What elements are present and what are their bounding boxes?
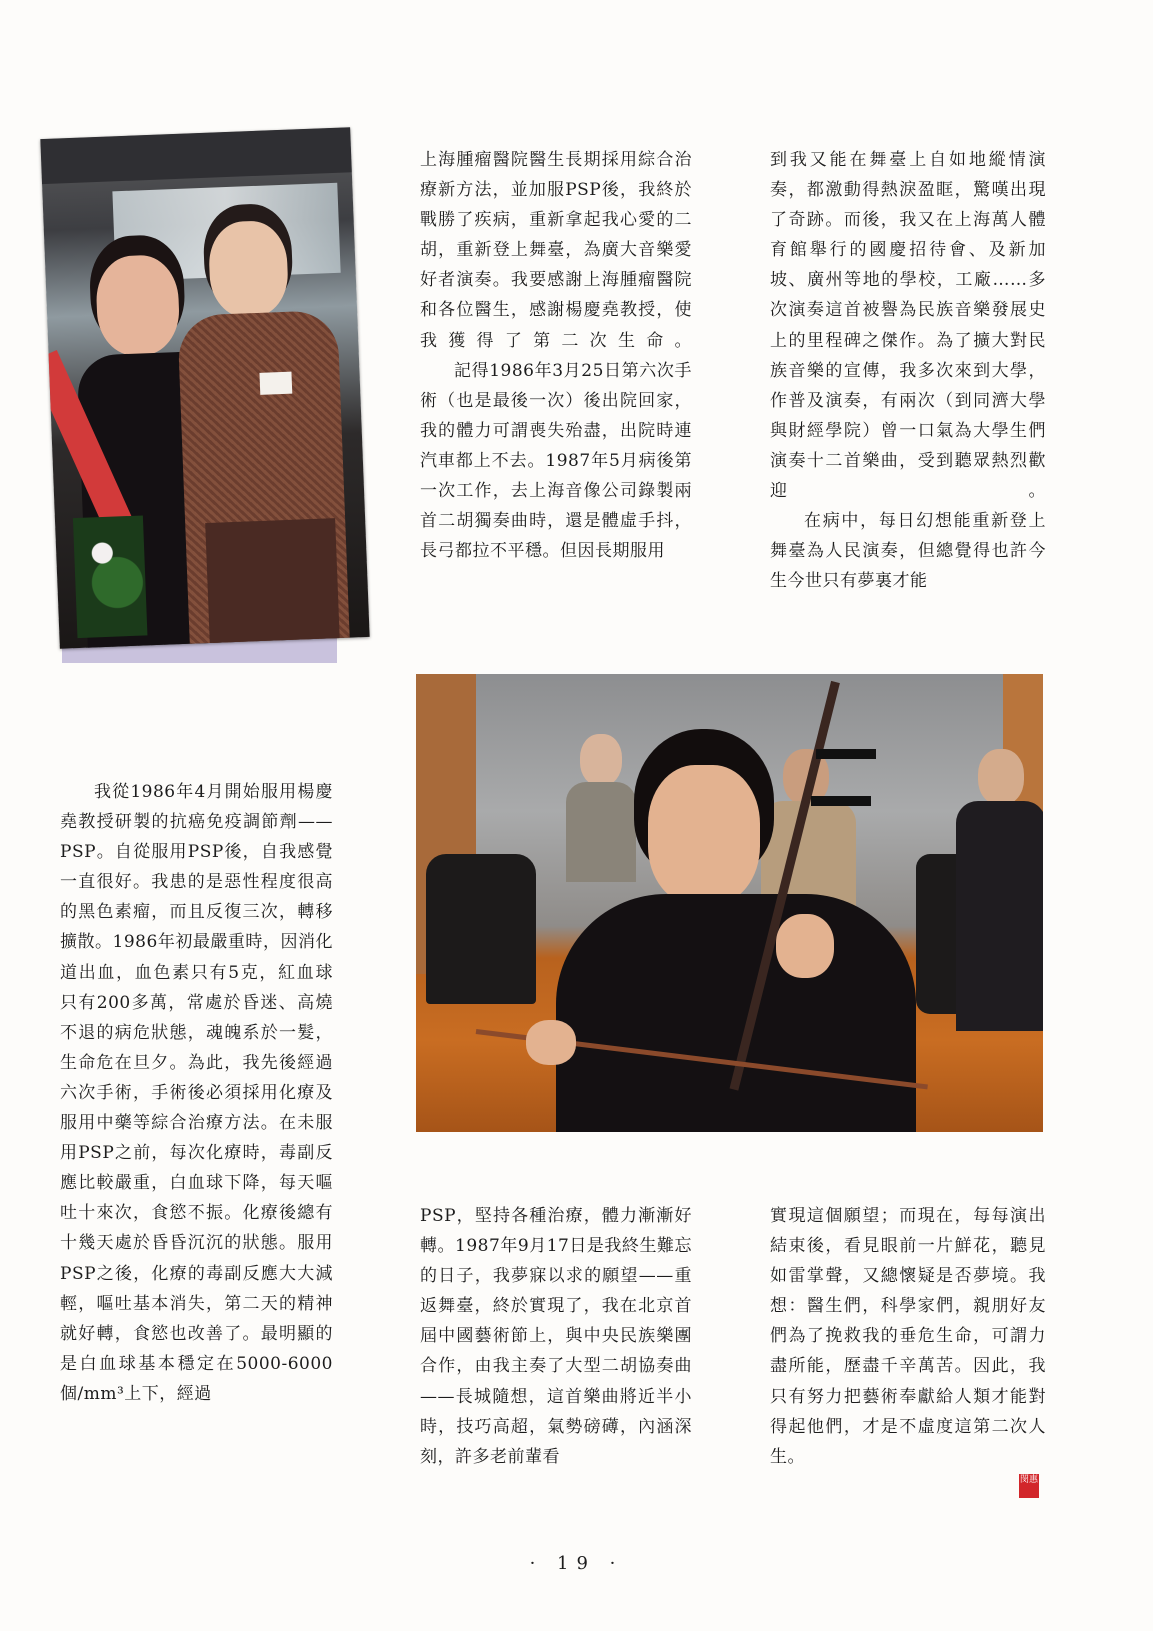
erhu-tuning-peg [816, 749, 876, 759]
text-column-right-top [770, 145, 1046, 625]
photo-audience-member [956, 749, 1043, 1029]
text-column-left-bottom [60, 777, 333, 1512]
paragraph: 在病中，每日幻想能重新登上舞臺為人民演奏，但總覺得也許今生今世只有夢裏才能 [770, 511, 1046, 592]
player-face [648, 765, 760, 905]
paragraph: 實現這個願望；而現在，每每演出結束後，看見眼前一片鮮花，聽見如雷掌聲，又總懷疑是否夢境。我想：醫生們，科學家們，親朋好友們為了挽救我的垂危生命，可謂力盡所能，歷盡千辛萬苦。因此，我只有努力把藝術奉獻給人類才能對得起他們，才是不虛度這第二次人生。 [770, 1206, 1046, 1467]
name-badge [259, 372, 292, 395]
text-column-middle-top [420, 145, 692, 625]
paragraph: 上海腫瘤醫院醫生長期採用綜合治療新方法，並加服PSP後，我終於戰勝了疾病，重新拿起我心愛的二胡，重新登上舞臺，為廣大音樂愛好者演奏。我要感謝上海腫瘤醫院和各位醫生，感謝楊慶堯教授，使我獲得了第二次生命。 [420, 150, 692, 351]
woman-right-skirt [205, 518, 340, 649]
flower-bouquet [73, 515, 148, 638]
erhu-tuning-peg [811, 796, 871, 806]
text-column-middle-bottom [420, 1201, 692, 1501]
text-column-right-bottom [770, 1201, 1046, 1501]
photo-erhu-performance [416, 674, 1043, 1132]
player-hand [526, 1020, 576, 1065]
paragraph: 我從1986年4月開始服用楊慶堯教授研製的抗癌免疫調節劑——PSP。自從服用PSP後，自我感覺一直很好。我患的是惡性程度很高的黑色素瘤，而且反復三次，轉移擴散。1986年初最嚴重時，因消化道出血，血色素只有5克，紅血球只有200多萬，常處於昏迷、高燒不退的病危狀態，魂魄系於一髮，生命危在旦夕。為此，我先後經過六次手術，手術後必須採用化療及服用中藥等綜合治療方法。在未服用PSP之前，每次化療時，毒副反應比較嚴重，白血球下降，每天嘔吐十來次，食慾不振。化療後總有十幾天處於昏昏沉沉的狀態。服用PSP之後，化療的毒副反應大大減輕，嘔吐基本消失，第二天的精神就好轉，食慾也改善了。最明顯的是白血球基本穩定在5000-6000個/mm³上下，經過 [60, 782, 333, 1404]
player-body [556, 894, 916, 1132]
woman-right-head [208, 220, 290, 319]
paragraph: 記得1986年3月25日第六次手術（也是最後一次）後出院回家，我的體力可謂喪失殆盡，出院時連汽車都上不去。1987年5月病後第一次工作，去上海音像公司錄製兩首二胡獨奏曲時，還是體虛手抖，長弓都拉不平穩。但因長期服用 [420, 360, 692, 562]
paragraph: PSP，堅持各種治療，體力漸漸好轉。1987年9月17日是我終生難忘的日子，我夢寐以求的願望——重返舞臺，終於實現了，我在北京首屆中國藝術節上，與中央民族樂團合作，由我主奏了大型二胡協奏曲——長城隨想，這首樂曲將近半小時，技巧高超，氣勢磅礡，內涵深刻，許多老前輩看 [420, 1206, 692, 1467]
photo-chair [426, 854, 536, 1004]
red-seal-icon: 閔惠 [1019, 1474, 1039, 1498]
page-number: · 19 · [529, 1553, 624, 1574]
photo-ceiling [40, 127, 351, 184]
paragraph: 到我又能在舞臺上自如地縱情演奏，都激動得熱淚盈眶，驚嘆出現了奇跡。而後，我又在上海萬人體育館舉行的國慶招待會、及新加坡、廣州等地的學校，工廠……多次演奏這首被譽為民族音樂發展史上的里程碑之傑作。為了擴大對民族音樂的宣傳，我多次來到大學，作普及演奏，有兩次（到同濟大學與財經學院）曾一口氣為大學生們演奏十二首樂曲，受到聽眾熱烈歡迎。 [770, 150, 1046, 502]
woman-left-head [95, 254, 181, 357]
player-hand [776, 914, 834, 978]
photo-two-women [40, 127, 369, 649]
